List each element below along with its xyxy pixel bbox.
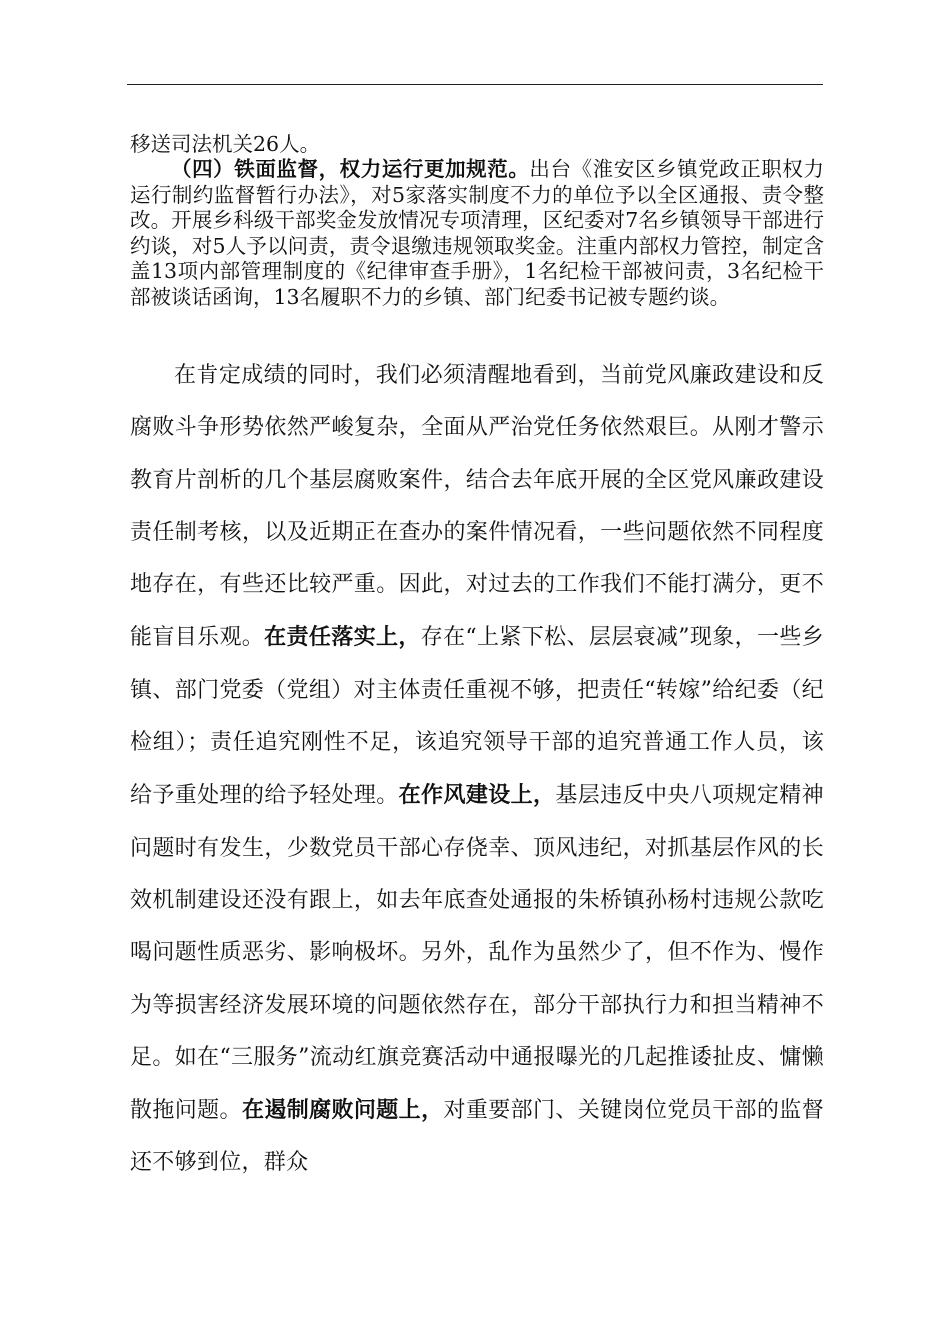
heading-style: 在作风建设上， [398, 782, 556, 809]
section-tail-text: 移送司法机关26人。 [130, 132, 321, 156]
body-corruption: 对重要部门、关键岗位党员干部的监督还不够到位，群众 [130, 1098, 824, 1176]
intro-text: 在肯定成绩的同时，我们必须清醒地看到，当前党风廉政建设和反腐败斗争形势依然严峻复杂，全面从严治党任务依然艰巨。从刚才警示教育片剖析的几个基层腐败案件，结合去年底开展的全区党风廉政建设责任制考核，以及近期正在查办的案件情况看，一些问题依然不同程度地存在，有些还比较严重。因此，对过去的工作我们不能打满分，更不能盲目乐观。 [130, 363, 824, 651]
heading-responsibility: 在责任落实上， [264, 624, 421, 651]
heading-corruption: 在遏制腐败问题上， [241, 1097, 444, 1124]
section-4-paragraph [130, 157, 824, 310]
body-style: 基层违反中央八项规定精神问题时有发生，少数党员干部心存侥幸、顶风违纪，对抓基层作风的长效机制建设还没有跟上，如去年底查处通报的朱桥镇孙杨村违规公款吃喝问题性质恶劣、影响极坏。另外，乱作为虽然少了，但不作为、慢作为等损害经济发展环境的问题依然存在，部分干部执行力和担当精神不足。如在“三服务”流动红旗竞赛活动中通报曝光的几起推诿扯皮、慵懒散拖问题。 [130, 783, 824, 1124]
header-rule [127, 84, 823, 85]
section-4-heading: （四）铁面监督，权力运行更加规范。 [171, 157, 530, 181]
section-4 [130, 157, 824, 310]
section-4-body: 出台《淮安区乡镇党政正职权力运行制约监督暂行办法》，对5家落实制度不力的单位予以全区通报、责令整改。开展乡科级干部奖金发放情况专项清理，区纪委对7名乡镇领导干部进行约谈，对5人予以问责，责令退缴违规领取奖金。注重内部权力管控，制定含盖13项内部管理制度的《纪律审查手册》，1名纪检干部被问责，3名纪检干部被谈话函询，13名履职不力的乡镇、部门纪委书记被专题约谈。 [130, 157, 825, 309]
section-tail [130, 132, 824, 158]
body-responsibility: 存在“上紧下松、层层衰减”现象，一些乡镇、部门党委（党组）对主体责任重视不够，把责任“转嫁”给纪委（纪检组）；责任追究刚性不足，该追究领导干部的追究普通工作人员，该给予重处理的给予轻处理。 [130, 625, 824, 809]
main-paragraph [130, 350, 824, 1190]
main-paragraph-text [130, 350, 824, 1190]
